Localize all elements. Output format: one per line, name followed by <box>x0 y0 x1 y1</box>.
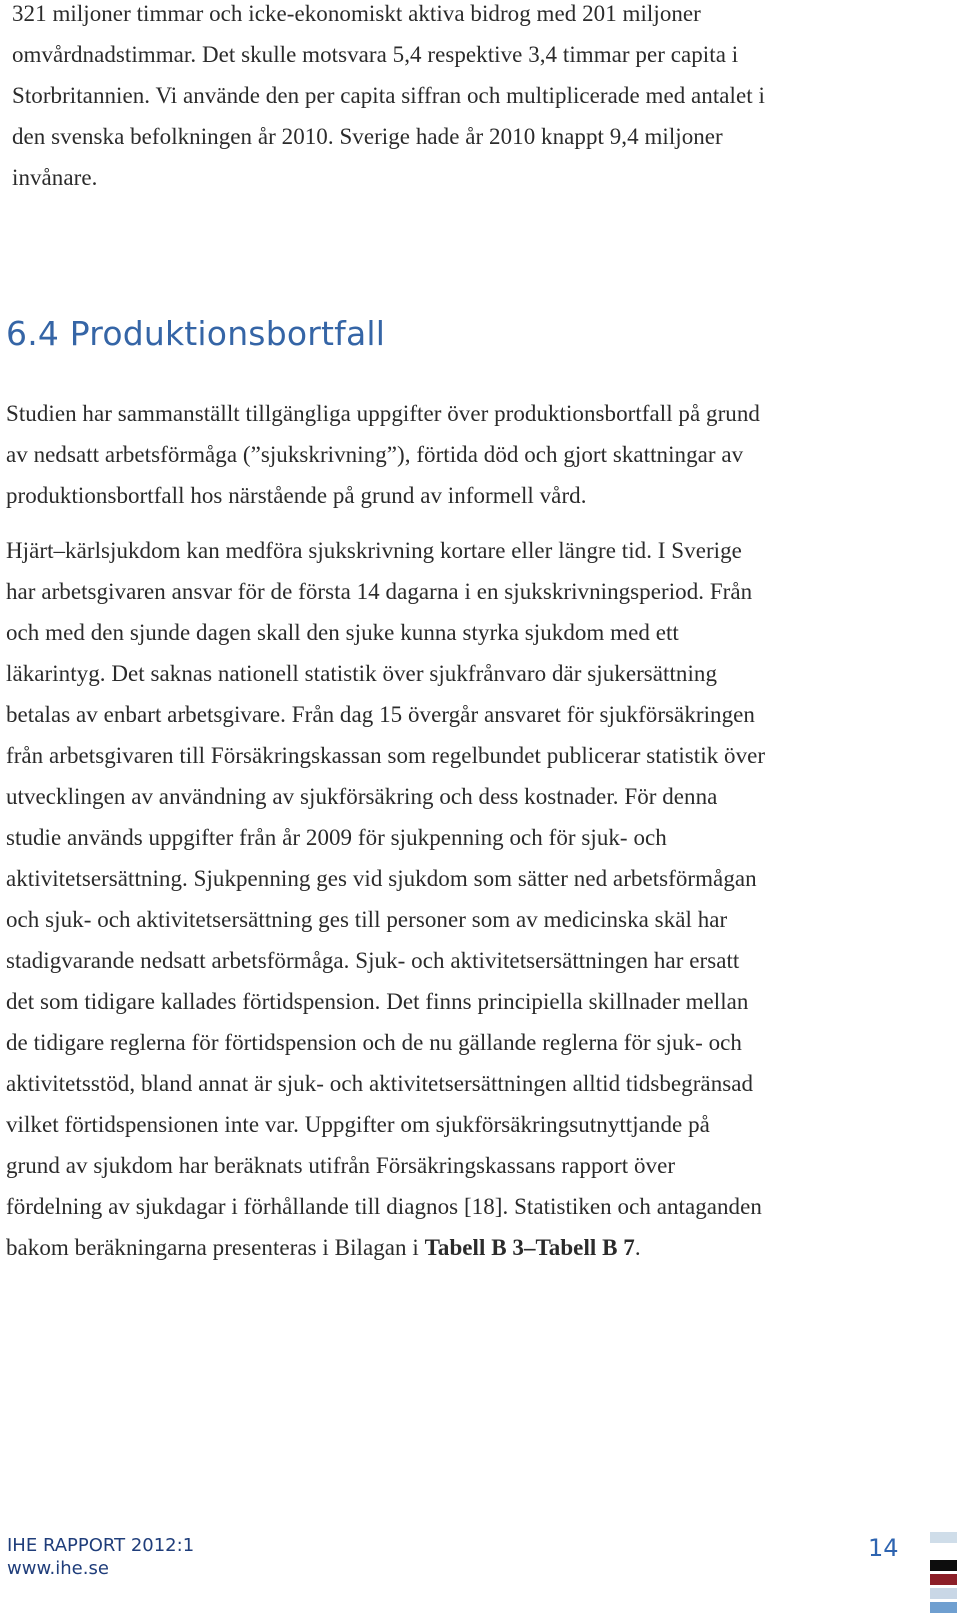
text-line: betalas av enbart arbetsgivare. Från dag 15 övergår ansvaret för sjukförsäkringen <box>6 702 755 727</box>
text-line: de tidigare reglerna för förtidspension och de nu gällande reglerna för sjuk- och <box>6 1030 742 1055</box>
ihe-logo-icon <box>930 1532 957 1616</box>
text-line: invånare. <box>12 165 98 190</box>
website-link[interactable]: www.ihe.se <box>7 1558 109 1579</box>
text-line: utvecklingen av användning av sjukförsäkring och dess kostnader. För denna <box>6 784 718 809</box>
logo-bar <box>930 1532 957 1543</box>
text-line: produktionsbortfall hos närstående på grund av informell vård. <box>6 483 587 508</box>
text-line-prefix: bakom beräkningarna presenteras i Bilagan i <box>6 1235 425 1260</box>
text-line: Storbritannien. Vi använde den per capita siffran och multiplicerade med antalet i <box>12 83 765 108</box>
page-footer <box>0 1534 960 1604</box>
text-line: av nedsatt arbetsförmåga (”sjukskrivning”), förtida död och gjort skattningar av <box>6 442 744 467</box>
text-line-suffix: . <box>634 1235 641 1260</box>
report-id: IHE RAPPORT 2012:1 <box>7 1535 195 1556</box>
text-line: och med den sjunde dagen skall den sjuke kunna styrka sjukdom med ett <box>6 620 679 645</box>
text-line: fördelning av sjukdagar i förhållande till diagnos [18]. Statistiken och antaganden <box>6 1194 762 1219</box>
footer-info <box>7 1534 194 1580</box>
text-line: det som tidigare kallades förtidspension. Det finns principiella skillnader mellan <box>6 989 749 1014</box>
text-line: den svenska befolkningen år 2010. Sverige hade år 2010 knappt 9,4 miljoner <box>12 124 723 149</box>
text-line: omvårdnadstimmar. Det skulle motsvara 5,4 respektive 3,4 timmar per capita i <box>12 42 739 67</box>
intro-paragraph <box>12 0 912 198</box>
section-heading: 6.4 Produktionsbortfall <box>6 314 386 353</box>
text-line: aktivitetsersättning. Sjukpenning ges vid sjukdom som sätter ned arbetsförmågan <box>6 866 757 891</box>
text-line: stadigvarande nedsatt arbetsförmåga. Sjuk- och aktivitetsersättningen har ersatt <box>6 948 740 973</box>
text-line: har arbetsgivaren ansvar för de första 14 dagarna i en sjukskrivningsperiod. Från <box>6 579 753 604</box>
logo-bar <box>930 1560 957 1571</box>
text-line: läkarintyg. Det saknas nationell statistik över sjukfrånvaro där sjukersättning <box>6 661 718 686</box>
section-paragraph-1 <box>6 393 906 516</box>
logo-bar <box>930 1602 957 1613</box>
text-line: grund av sjukdom har beräknats utifrån Försäkringskassans rapport över <box>6 1153 676 1178</box>
text-line: från arbetsgivaren till Försäkringskassan som regelbundet publicerar statistik över <box>6 743 766 768</box>
table-reference: Tabell B 3–Tabell B 7 <box>424 1235 635 1260</box>
text-line: Hjärt–kärlsjukdom kan medföra sjukskrivning kortare eller längre tid. I Sverige <box>6 538 742 563</box>
logo-bar <box>930 1588 957 1599</box>
logo-bar <box>930 1546 957 1557</box>
logo-bar <box>930 1574 957 1585</box>
text-line: 321 miljoner timmar och icke-ekonomiskt aktiva bidrog med 201 miljoner <box>12 1 701 26</box>
text-line: vilket förtidspensionen inte var. Uppgifter om sjukförsäkringsutnyttjande på <box>6 1112 710 1137</box>
text-line-last <box>6 1227 906 1268</box>
text-line: aktivitetsstöd, bland annat är sjuk- och aktivitetsersättningen alltid tidsbegränsad <box>6 1071 754 1096</box>
text-line: studie används uppgifter från år 2009 för sjukpenning och för sjuk- och <box>6 825 667 850</box>
page-number: 14 <box>868 1534 899 1562</box>
text-line: Studien har sammanställt tillgängliga uppgifter över produktionsbortfall på grund <box>6 401 760 426</box>
section-paragraph-2 <box>6 530 906 1268</box>
text-line: och sjuk- och aktivitetsersättning ges till personer som av medicinska skäl har <box>6 907 728 932</box>
